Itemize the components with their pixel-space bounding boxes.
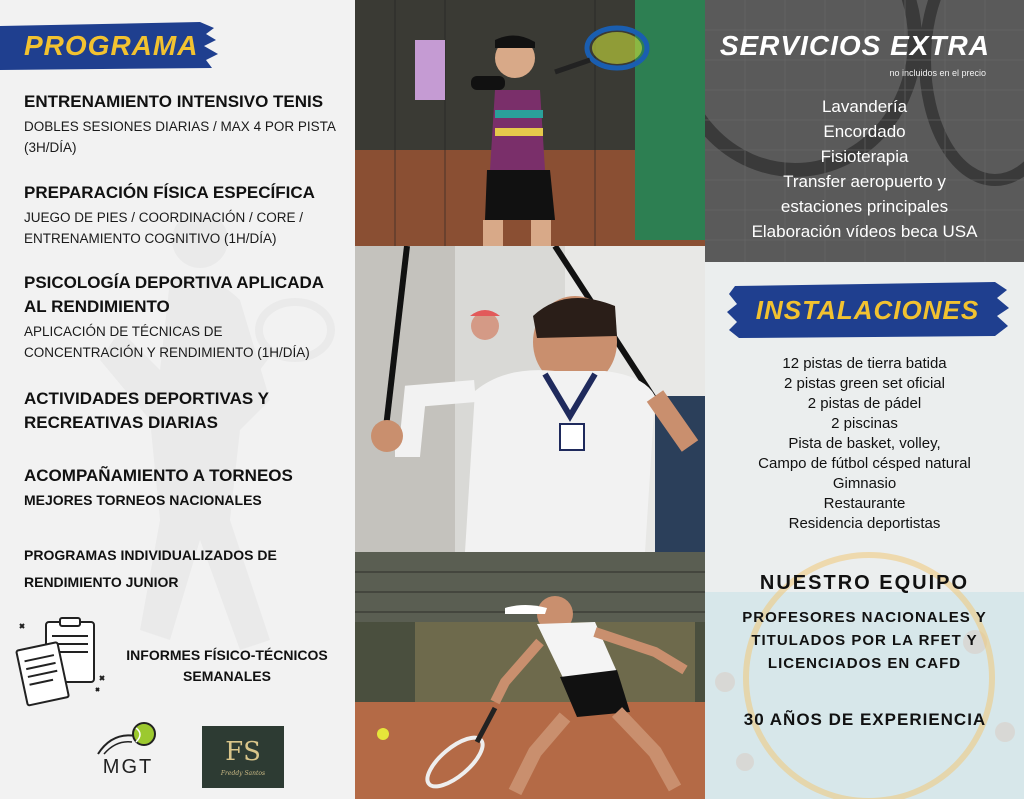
list-item: Residencia deportistas <box>788 515 941 532</box>
list-item: Elaboración vídeos beca USA <box>751 222 978 241</box>
list-item: Fisioterapia <box>820 147 909 166</box>
gym-training-photo-icon <box>355 246 705 552</box>
mgt-logo <box>92 720 164 784</box>
programa-item-heading: PREPARACIÓN FÍSICA ESPECÍFICA <box>24 183 315 202</box>
programa-item-desc: DOBLES SESIONES DIARIAS / MAX 4 POR PISTA (3H/DÍA) <box>24 119 336 155</box>
servicios-subtitle: no incluidos en el precio <box>889 68 986 78</box>
programa-title-brush <box>0 20 218 72</box>
instalaciones-list <box>705 354 1024 534</box>
equipo-desc: PROFESORES NACIONALES Y TITULADOS POR LA RFET Y LICENCIADOS EN CAFD <box>742 609 987 672</box>
programa-title: PROGRAMA <box>24 30 199 61</box>
list-item: Lavandería <box>821 97 908 116</box>
list-item: 12 pistas de tierra batida <box>782 355 947 372</box>
programa-item-desc: MEJORES TORNEOS NACIONALES <box>24 492 262 508</box>
programa-item-torneos <box>24 464 344 512</box>
list-item: 2 pistas green set oficial <box>784 375 945 392</box>
fs-logo-name: Freddy Santos <box>220 769 266 777</box>
programa-item-individualizados <box>24 542 324 596</box>
list-item: Restaurante <box>823 495 906 512</box>
servicios-list <box>705 94 1024 244</box>
programa-item-desc: JUEGO DE PIES / COORDINACIÓN / CORE / ENTRENAMIENTO COGNITIVO (1H/DÍA) <box>24 210 304 246</box>
programa-item-heading: ENTRENAMIENTO INTENSIVO TENIS <box>24 92 324 111</box>
programa-item-actividades <box>24 387 314 435</box>
list-item: Campo de fútbol césped natural <box>758 455 971 472</box>
list-item: estaciones principales <box>780 197 949 216</box>
clipboard-report-icon <box>12 616 110 712</box>
photo-tennis-player-2 <box>355 552 705 799</box>
programa-item-heading: PROGRAMAS INDIVIDUALIZADOS DE RENDIMIENTO JUNIOR <box>24 547 277 590</box>
equipo-title: NUESTRO EQUIPO <box>759 572 970 594</box>
mgt-logo-text: MGT <box>102 756 154 778</box>
servicios-title: SERVICIOS EXTRA <box>719 30 990 61</box>
list-item: Transfer aeropuerto y <box>783 172 946 191</box>
programa-column <box>0 0 355 799</box>
programa-item-desc: APLICACIÓN DE TÉCNICAS DE CONCENTRACIÓN Y RENDIMIENTO (1H/DÍA) <box>24 324 310 360</box>
programa-item-heading: PSICOLOGÍA DEPORTIVA APLICADA AL RENDIMIENTO <box>24 273 324 316</box>
fs-logo-letters: FS <box>225 736 261 767</box>
instalaciones-title-brush <box>725 278 1010 342</box>
programa-item-heading: ACTIVIDADES DEPORTIVAS Y RECREATIVAS DIARIAS <box>24 389 269 432</box>
servicios-extra-panel <box>705 0 1024 262</box>
list-item: Encordado <box>823 122 906 141</box>
instalaciones-title: INSTALACIONES <box>755 294 980 325</box>
equipo-experience: 30 AÑOS DE EXPERIENCIA <box>743 710 987 729</box>
programa-item-fisica <box>24 181 344 249</box>
informes-text: INFORMES FÍSICO-TÉCNICOS SEMANALES <box>126 647 328 684</box>
programa-item-heading: ACOMPAÑAMIENTO A TORNEOS <box>24 466 293 485</box>
list-item: Pista de basket, volley, <box>788 435 941 452</box>
instalaciones-panel <box>705 262 1024 799</box>
list-item: Gimnasio <box>832 475 897 492</box>
photo-tennis-player-1 <box>355 0 705 246</box>
list-item: 2 pistas de pádel <box>807 395 922 412</box>
clay-court-photo-icon <box>355 552 705 799</box>
programa-item-tenis <box>24 90 344 158</box>
programa-item-psicologia <box>24 271 324 363</box>
fs-logo <box>202 726 284 788</box>
list-item: 2 piscinas <box>831 415 898 432</box>
photo-fitness-training <box>355 246 705 552</box>
tennis-court-photo-icon <box>355 0 705 246</box>
